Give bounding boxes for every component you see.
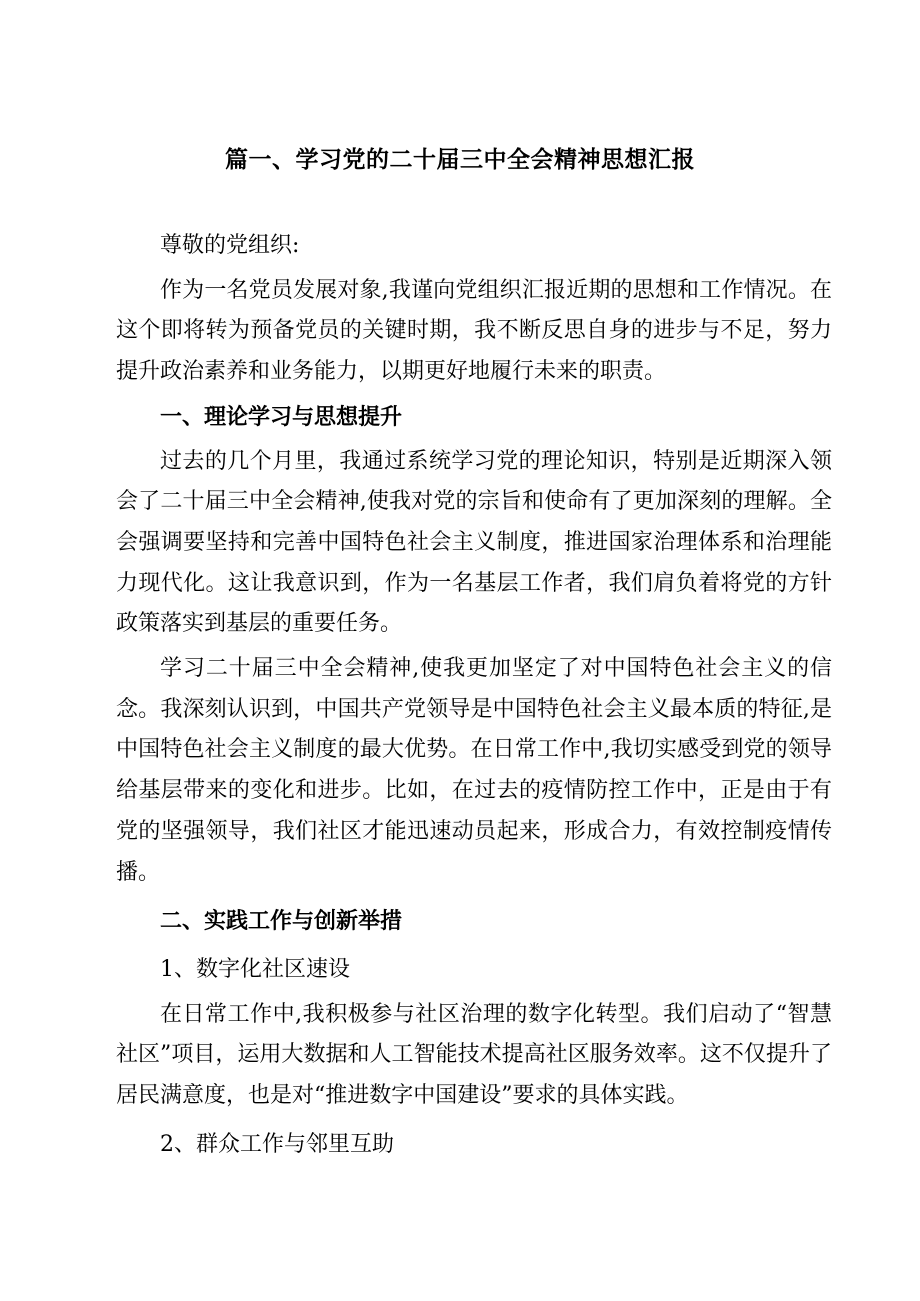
document-title: 篇一、学习党的二十届三中全会精神思想汇报: [225, 146, 695, 173]
document-body: [116, 226, 832, 1165]
section-1-heading: 一、理论学习与思想提升: [160, 403, 403, 430]
section-2-heading: 二、实践工作与创新举措: [160, 908, 403, 935]
section-1-paragraph-2: 学习二十届三中全会精神,使我更加坚定了对中国特色社会主义的信念。我深刻认识到，中国共产党领导是中国特色社会主义最本质的特征,是中国特色社会主义制度的最大优势。在日常工作中,我切实感受到党的领导给基层带来的变化和进步。比如，在过去的疫情防控工作中，正是由于有党的坚强领导，我们社区才能迅速动员起来，形成合力，有效控制疫情传播。: [116, 656, 832, 885]
section-1-paragraph-1: 过去的几个月里，我通过系统学习党的理论知识，特别是近期深入领会了二十届三中全会精神,使我对党的宗旨和使命有了更加深刻的理解。全会强调要坚持和完善中国特色社会主义制度，推进国家治理体系和治理能力现代化。这让我意识到，作为一名基层工作者，我们肩负着将党的方针政策落实到基层的重要任务。: [116, 448, 832, 637]
subsection-2-heading: 2、群众工作与邻里互助: [160, 1131, 394, 1157]
intro-paragraph: 作为一名党员发展对象,我谨向党组织汇报近期的思想和工作情况。在这个即将转为预备党员的关键时期，我不断反思自身的进步与不足，努力提升政治素养和业务能力，以期更好地履行未来的职责。: [116, 277, 832, 385]
subsection-1-heading: 1、数字化社区速设: [160, 956, 350, 982]
subsection-1-paragraph: 在日常工作中,我积极参与社区治理的数字化转型。我们启动了“智慧社区”项目，运用大数据和人工智能技术提高社区服务效率。这不仅提升了居民满意度，也是对“推进数字中国建设”要求的具体实践。: [116, 1001, 832, 1109]
salutation: 尊敬的党组织:: [160, 233, 300, 258]
